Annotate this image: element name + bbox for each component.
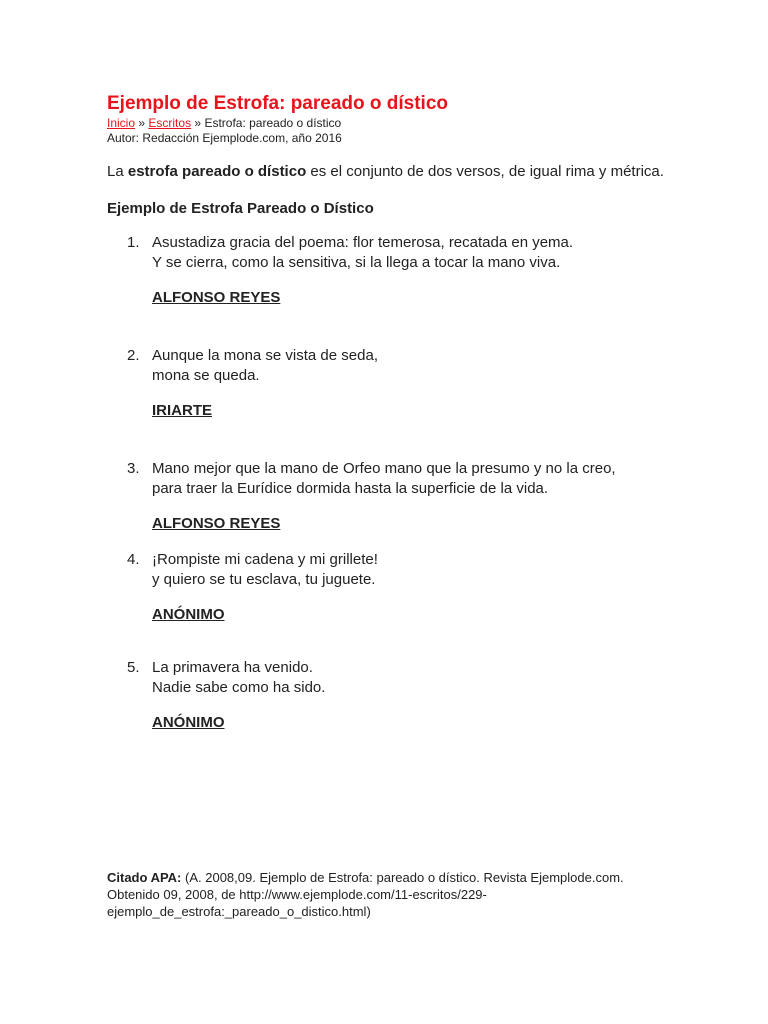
- apa-citation: [107, 869, 647, 920]
- breadcrumb-separator: »: [138, 116, 146, 130]
- verse-line: Y se cierra, como la sensitiva, si la llega a tocar la mano viva.: [152, 254, 561, 271]
- list-item: [107, 658, 667, 733]
- breadcrumb: [107, 116, 667, 131]
- verse-line: Aunque la mona se vista de seda,: [152, 347, 378, 364]
- article: [107, 92, 667, 733]
- poem-author: ALFONSO REYES: [152, 515, 281, 532]
- poem-author: ANÓNIMO: [152, 606, 225, 623]
- citation-text: (A. 2008,09. Ejemplo de Estrofa: pareado o dístico. Revista Ejemplode.com. Obtenido 09, 2008, de http://www.ejemplode.com/11-escritos/229-ejemplo_de_estrofa:_pareado_o_distico.html): [107, 870, 624, 919]
- intro-suffix: es el conjunto de dos versos, de igual rima y métrica.: [310, 163, 664, 180]
- breadcrumb-home-link[interactable]: Inicio: [107, 116, 136, 130]
- verse-line: Asustadiza gracia del poema: flor temerosa, recatada en yema.: [152, 234, 574, 251]
- item-number: 5.: [127, 659, 140, 676]
- item-number: 3.: [127, 460, 140, 477]
- intro-bold-term: estrofa pareado o dístico: [127, 163, 307, 180]
- section-subtitle: Ejemplo de Estrofa Pareado o Dístico: [107, 200, 374, 217]
- examples-list: [107, 233, 667, 733]
- list-item: [107, 233, 667, 308]
- item-number: 4.: [127, 551, 140, 568]
- citation-label: Citado APA:: [107, 870, 182, 885]
- verse-line: La primavera ha venido.: [152, 659, 313, 676]
- page-title: Ejemplo de Estrofa: pareado o dístico: [107, 93, 449, 114]
- breadcrumb-current: Estrofa: pareado o dístico: [204, 116, 342, 130]
- verse-line: Mano mejor que la mano de Orfeo mano que la presumo y no la creo,: [152, 460, 616, 477]
- poem-author: ANÓNIMO: [152, 714, 225, 731]
- author-line: Autor: Redacción Ejemplode.com, año 2016: [107, 131, 342, 145]
- verse-line: mona se queda.: [152, 367, 260, 384]
- verse-line: y quiero se tu esclava, tu juguete.: [152, 571, 376, 588]
- item-number: 2.: [127, 347, 140, 364]
- breadcrumb-section-link[interactable]: Escritos: [148, 116, 192, 130]
- list-item: [107, 459, 667, 534]
- intro-prefix: La: [107, 163, 124, 180]
- poem-author: IRIARTE: [152, 402, 212, 419]
- list-item: [107, 346, 667, 421]
- poem-author: ALFONSO REYES: [152, 289, 281, 306]
- item-number: 1.: [127, 234, 140, 251]
- breadcrumb-separator: »: [194, 116, 202, 130]
- list-item: [107, 550, 667, 625]
- verse-line: para traer la Eurídice dormida hasta la superficie de la vida.: [152, 480, 549, 497]
- intro-paragraph: [107, 162, 667, 182]
- verse-line: Nadie sabe como ha sido.: [152, 679, 326, 696]
- verse-line: ¡Rompiste mi cadena y mi grillete!: [152, 551, 378, 568]
